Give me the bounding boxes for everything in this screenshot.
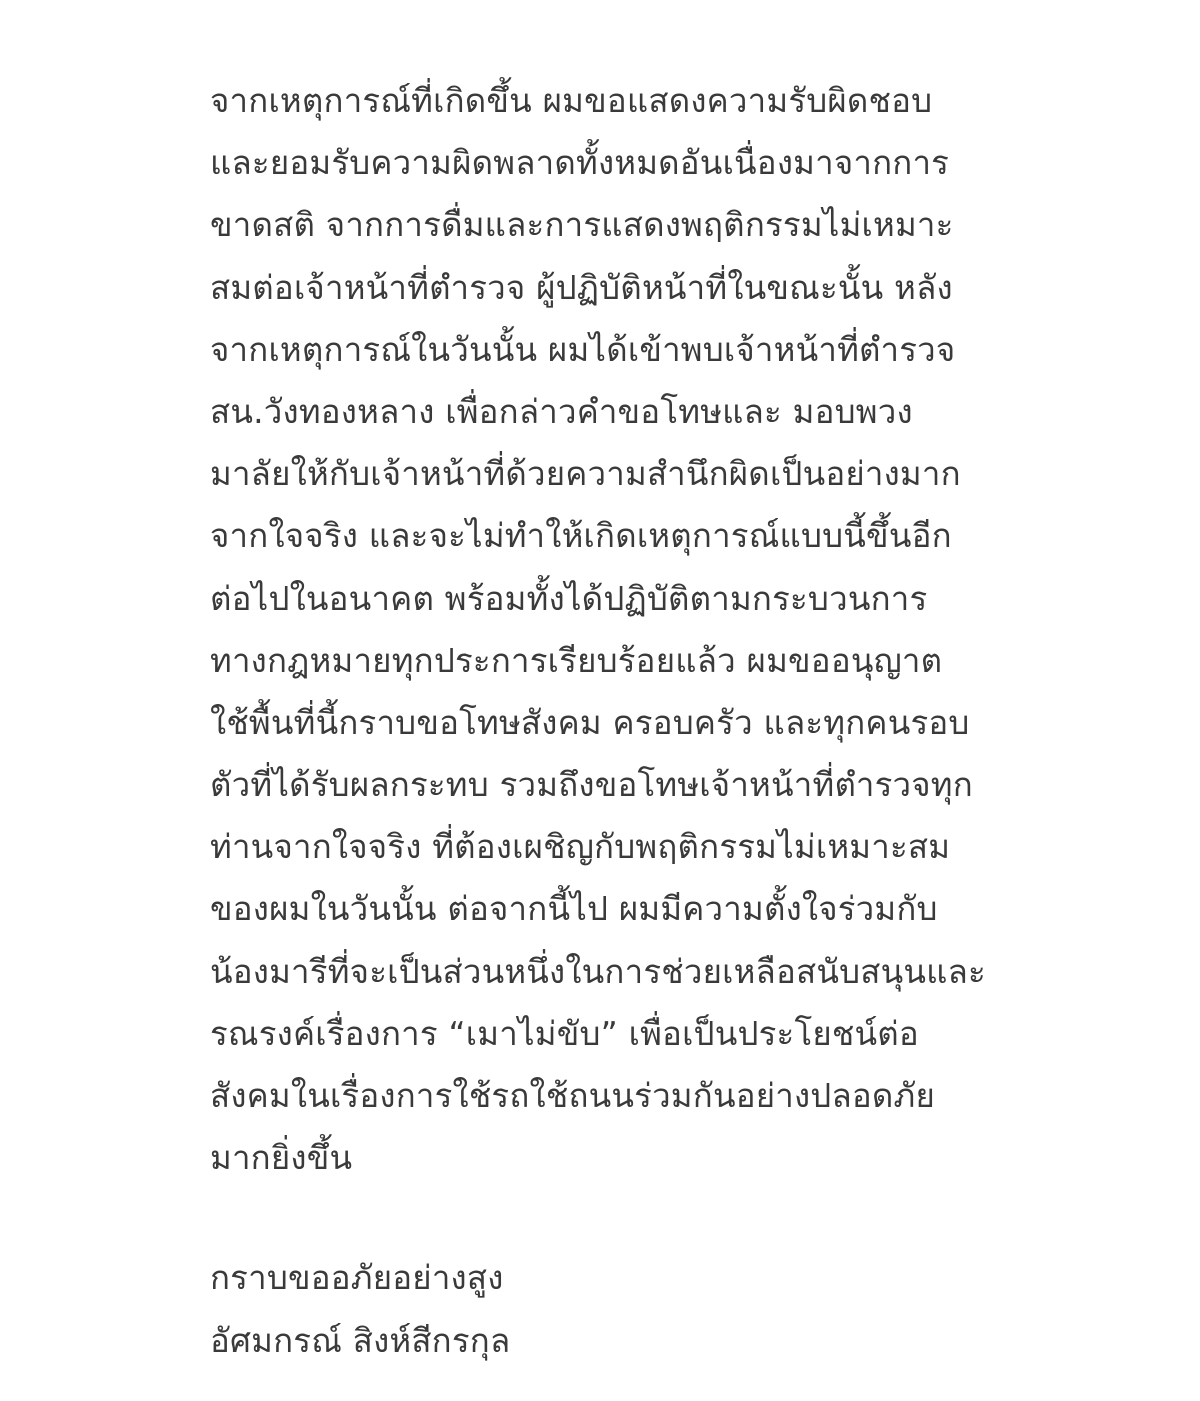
- body-line: ตัวที่ได้รับผลกระทบ รวมถึงขอโทษเจ้าหน้าที่ตำรวจทุก: [210, 765, 973, 805]
- apology-statement: [210, 70, 1110, 1372]
- body-line: ใช้พื้นที่นี้กราบขอโทษสังคม ครอบครัว และทุกคนรอบ: [210, 702, 970, 742]
- body-line: รณรงค์เรื่องการ “เมาไม่ขับ” เพื่อเป็นประโยชน์ต่อ: [210, 1013, 919, 1053]
- body-line: ของผมในวันนั้น ต่อจากนี้ไป ผมมีความตั้งใจร่วมกับ: [210, 889, 938, 929]
- body-line: มาลัยให้กับเจ้าหน้าที่ด้วยความสำนึกผิดเป็นอย่างมาก: [210, 454, 961, 494]
- body-line: มากยิ่งขึ้น: [210, 1138, 353, 1178]
- body-line: จากใจจริง และจะไม่ทำให้เกิดเหตุการณ์แบบนี้ขึ้นอีก: [210, 516, 952, 556]
- body-line: สน.วังทองหลาง เพื่อกล่าวคำขอโทษและ มอบพวง: [210, 391, 913, 431]
- body-line: จากเหตุการณ์ที่เกิดขึ้น ผมขอแสดงความรับผิดชอบ: [210, 81, 933, 120]
- closing-line: กราบขออภัยอย่างสูง: [210, 1258, 504, 1298]
- body-line: ต่อไปในอนาคต พร้อมทั้งได้ปฏิบัติตามกระบวนการ: [210, 578, 928, 618]
- body-line: ท่านจากใจจริง ที่ต้องเผชิญกับพฤติกรรมไม่เหมาะสม: [210, 827, 951, 867]
- body-line: ขาดสติ จากการดื่มและการแสดงพฤติกรรมไม่เหมาะ: [210, 205, 954, 245]
- body-line: ทางกฎหมายทุกประการเรียบร้อยแล้ว ผมขออนุญาต: [210, 640, 943, 680]
- body-line: สมต่อเจ้าหน้าที่ตำรวจ ผู้ปฏิบัติหน้าที่ในขณะนั้น หลัง: [210, 267, 953, 307]
- statement-body: [210, 70, 1110, 1189]
- body-line: จากเหตุการณ์ในวันนั้น ผมได้เข้าพบเจ้าหน้าที่ตำรวจ: [210, 329, 956, 369]
- body-line: สังคมในเรื่องการใช้รถใช้ถนนร่วมกันอย่างปลอดภัย: [210, 1076, 936, 1115]
- signature-name: อัศมกรณ์ สิงห์สีกรกุล: [210, 1320, 511, 1360]
- body-line: และยอมรับความผิดพลาดทั้งหมดอันเนื่องมาจากการ: [210, 143, 950, 183]
- body-line: น้องมารีที่จะเป็นส่วนหนึ่งในการช่วยเหลือสนับสนุนและ: [210, 951, 986, 991]
- statement-closing: [210, 1247, 1110, 1371]
